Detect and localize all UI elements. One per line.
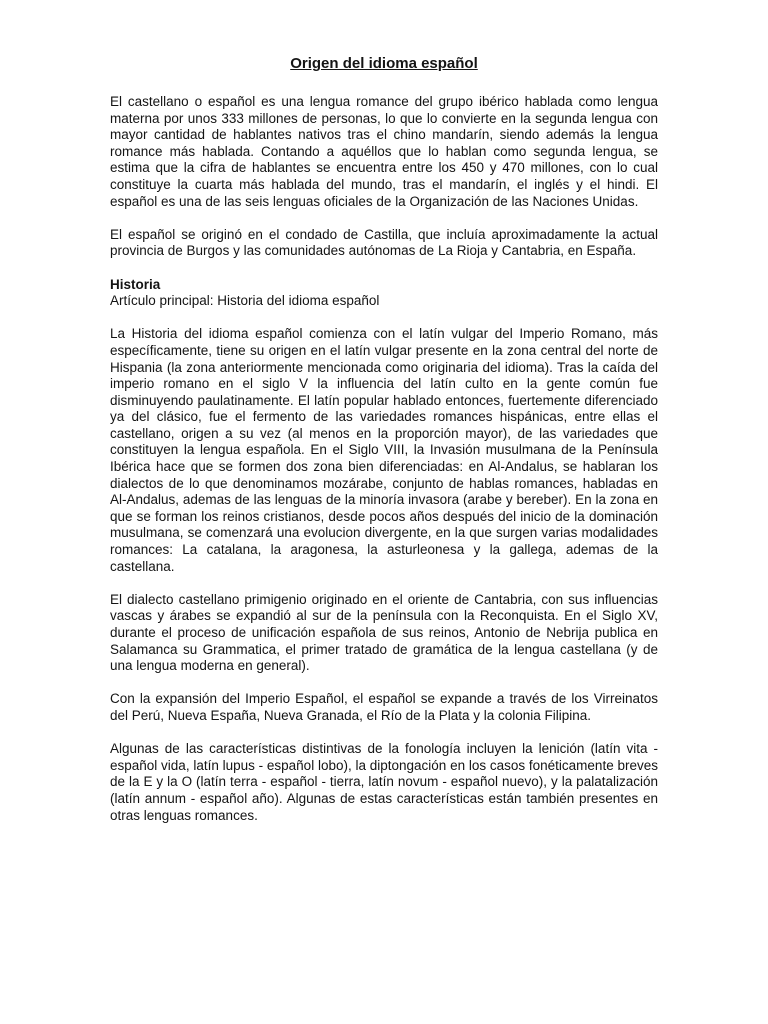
section-subheading: Artículo principal: Historia del idioma español [110, 293, 380, 309]
section-heading: Historia [110, 276, 161, 292]
intro-paragraph-1: El castellano o español es una lengua romance del grupo ibérico hablada como lengua materna por unos 333 millones de personas, lo que lo convierte en la segunda lengua con mayor cantidad de hablantes nativos tras el chino mandarín, siendo además la lengua romance más hablada. Contando a aquéllos que lo hablan como segunda lengua, se estima que la cifra de hablantes se encuentra entre los 450 y 470 millones, con lo cual constituye la cuarta más hablada del mundo, tras el mandarín, el inglés y el hindi. El español es una de las seis lenguas oficiales de la Organización de las Naciones Unidas. [110, 94, 658, 209]
section-paragraph-2: El dialecto castellano primigenio originado en el oriente de Cantabria, con sus influencias vascas y árabes se expandió al sur de la península con la Reconquista. En el Siglo XV, durante el proceso de unificación española de sus reinos, Antonio de Nebrija publica en Salamanca su Grammatica, el primer tratado de gramática de la lengua castellana (y de una lengua moderna en general). [110, 591, 658, 674]
intro-paragraph-2: El español se originó en el condado de Castilla, que incluía aproximadamente la actual provincia de Burgos y las comunidades autónomas de La Rioja y Cantabria, en España. [110, 226, 658, 259]
section-paragraph-3: Con la expansión del Imperio Español, el español se expande a través de los Virreinatos del Perú, Nueva España, Nueva Granada, el Río de la Plata y la colonia Filipina. [110, 691, 658, 723]
document-title: Origen del idioma español [290, 55, 478, 72]
section-paragraph-1: La Historia del idioma español comienza con el latín vulgar del Imperio Romano, más específicamente, tiene su origen en el latín vulgar presente en la zona central del norte de Hispania (la zona anteriormente mencionada como originaria del idioma). Tras la caída del imperio romano en el siglo V la influencia del latín culto en la gente común fue disminuyendo paulatinamente. El latín popular hablado entonces, fuertemente diferenciado ya del clásico, fue el fermento de las variedades romances hispánicas, entre ellas el castellano, origen a su vez (al menos en la proporción mayor), de las variedades que constituyen la lengua española. En el Siglo VIII, la Invasión musulmana de la Península Ibérica hace que se formen dos zona bien diferenciadas: en Al-Andalus, se hablaran los dialectos de lo que denominamos mozárabe, conjunto de hablas romances, habladas en Al-Andalus, ademas de las lenguas de la minoría invasora (arabe y bereber). En la zona en que se forman los reinos cristianos, desde pocos años después del inicio de la dominación musulmana, se comenzará una evolucion divergente, en la que surgen varias modalidades romances: La catalana, la aragonesa, la asturleonesa y la gallega, ademas de la castellana. [110, 326, 658, 574]
section-paragraph-4: Algunas de las características distintivas de la fonología incluyen la lenición (latín vita - español vida, latín lupus - español lobo), la diptongación en los casos fonéticamente breves de la E y la O (latín terra - español - tierra, latín novum - español nuevo), y la palatalización (latín annum - español año). Algunas de estas características están también presentes en otras lenguas romances. [110, 741, 658, 823]
document-body [110, 54, 658, 841]
